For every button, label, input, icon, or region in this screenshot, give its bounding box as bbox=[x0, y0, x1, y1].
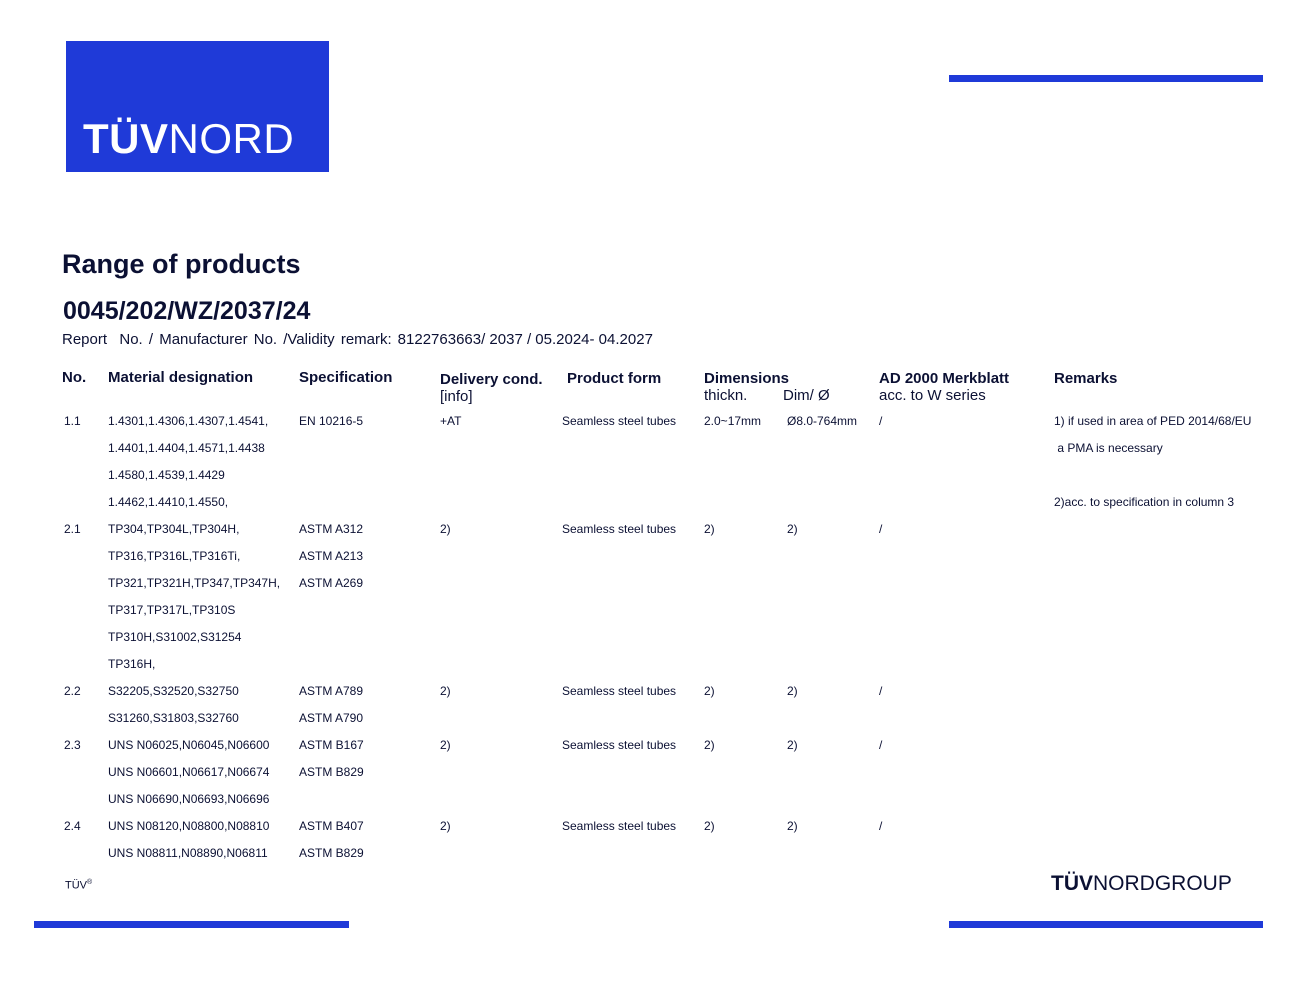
header-product-form: Product form bbox=[567, 370, 662, 387]
report-label: Report No. / Manufacturer No. /Validity remark: bbox=[62, 331, 392, 348]
product-form-cell: Seamless steel tubes bbox=[562, 738, 677, 752]
header-delivery-sub: [info] bbox=[440, 388, 473, 405]
delivery-cell: 2) bbox=[440, 738, 451, 752]
specification-cell: ASTM A789 bbox=[299, 684, 364, 698]
material-cell: 1.4301,1.4306,1.4307,1.4541, bbox=[108, 414, 269, 428]
diameter-cell: 2) bbox=[787, 522, 798, 536]
product-form-cell: Seamless steel tubes bbox=[562, 414, 677, 428]
ad2000-cell: / bbox=[879, 819, 883, 833]
diameter-cell: 2) bbox=[787, 738, 798, 752]
group-logo-light: NORDGROUP bbox=[1093, 872, 1232, 895]
row-number: 2.3 bbox=[64, 738, 81, 752]
material-cell: UNS N06025,N06045,N06600 bbox=[108, 738, 270, 752]
bottom-left-accent-bar bbox=[34, 921, 349, 928]
header-dimensions: Dimensions bbox=[704, 370, 790, 387]
diameter-cell: 2) bbox=[787, 684, 798, 698]
thickness-cell: 2) bbox=[704, 684, 715, 698]
material-cell: S32205,S32520,S32750 bbox=[108, 684, 239, 698]
diameter-cell: Ø8.0-764mm bbox=[787, 414, 858, 428]
header-ad2000: AD 2000 Merkblatt bbox=[879, 370, 1010, 387]
material-cell: S31260,S31803,S32760 bbox=[108, 711, 239, 725]
header-specification: Specification bbox=[299, 369, 393, 386]
page-title: Range of products bbox=[62, 249, 301, 279]
ad2000-cell: / bbox=[879, 522, 883, 536]
tuv-nord-group-logo bbox=[1051, 873, 1232, 894]
header-no: No. bbox=[62, 369, 87, 386]
material-cell: 1.4401,1.4404,1.4571,1.4438 bbox=[108, 441, 265, 455]
specification-cell: ASTM A790 bbox=[299, 711, 364, 725]
material-cell: TP316H, bbox=[108, 657, 156, 671]
tuv-small-text: TÜV bbox=[65, 879, 87, 892]
ad2000-cell: / bbox=[879, 414, 883, 428]
specification-cell: ASTM A312 bbox=[299, 522, 364, 536]
logo-bold-text: TÜV bbox=[83, 115, 169, 162]
header-delivery: Delivery cond. bbox=[440, 371, 543, 388]
header-material: Material designation bbox=[108, 369, 254, 386]
header-diameter: Dim/ Ø bbox=[783, 387, 830, 404]
logo-wordmark bbox=[83, 115, 295, 162]
remarks-cell: 2)acc. to specification in column 3 bbox=[1054, 495, 1235, 509]
product-form-cell: Seamless steel tubes bbox=[562, 819, 677, 833]
product-form-cell: Seamless steel tubes bbox=[562, 684, 677, 698]
logo-light-text: NORD bbox=[168, 115, 295, 162]
thickness-cell: 2) bbox=[704, 819, 715, 833]
material-cell: TP321,TP321H,TP347,TP347H, bbox=[108, 576, 281, 590]
material-cell: UNS N06601,N06617,N06674 bbox=[108, 765, 270, 779]
row-number: 2.1 bbox=[64, 522, 81, 536]
group-logo-bold: TÜV bbox=[1051, 872, 1093, 895]
delivery-cell: 2) bbox=[440, 522, 451, 536]
product-form-cell: Seamless steel tubes bbox=[562, 522, 677, 536]
ad2000-cell: / bbox=[879, 684, 883, 698]
material-cell: 1.4462,1.4410,1.4550, bbox=[108, 495, 229, 509]
specification-cell: ASTM A269 bbox=[299, 576, 364, 590]
row-number: 1.1 bbox=[64, 414, 81, 428]
ad2000-cell: / bbox=[879, 738, 883, 752]
thickness-cell: 2) bbox=[704, 738, 715, 752]
material-cell: TP317,TP317L,TP310S bbox=[108, 603, 236, 617]
material-cell: UNS N08120,N08800,N08810 bbox=[108, 819, 270, 833]
header-remarks: Remarks bbox=[1054, 370, 1118, 387]
remarks-cell: a PMA is necessary bbox=[1054, 441, 1163, 455]
bottom-right-accent-bar bbox=[949, 921, 1263, 928]
specification-cell: EN 10216-5 bbox=[299, 414, 364, 428]
material-cell: UNS N06690,N06693,N06696 bbox=[108, 792, 270, 806]
remarks-cell: 1) if used in area of PED 2014/68/EU bbox=[1054, 414, 1252, 428]
row-number: 2.4 bbox=[64, 819, 81, 833]
delivery-cell: +AT bbox=[440, 414, 462, 428]
tuv-small-mark bbox=[65, 879, 92, 892]
certificate-number: 0045/202/WZ/2037/24 bbox=[63, 297, 311, 325]
report-line bbox=[62, 331, 653, 348]
material-cell: TP316,TP316L,TP316Ti, bbox=[108, 549, 241, 563]
report-value: 8122763663/ 2037 / 05.2024- 04.2027 bbox=[397, 331, 653, 348]
registered-mark: ® bbox=[87, 879, 93, 886]
delivery-cell: 2) bbox=[440, 819, 451, 833]
row-number: 2.2 bbox=[64, 684, 81, 698]
specification-cell: ASTM B167 bbox=[299, 738, 364, 752]
top-right-accent-bar bbox=[949, 75, 1263, 82]
header-thickness: thickn. bbox=[704, 387, 748, 404]
delivery-cell: 2) bbox=[440, 684, 451, 698]
specification-cell: ASTM A213 bbox=[299, 549, 364, 563]
thickness-cell: 2.0~17mm bbox=[704, 414, 762, 428]
specification-cell: ASTM B829 bbox=[299, 765, 364, 779]
thickness-cell: 2) bbox=[704, 522, 715, 536]
material-cell: TP304,TP304L,TP304H, bbox=[108, 522, 240, 536]
specification-cell: ASTM B829 bbox=[299, 846, 364, 860]
material-cell: TP310H,S31002,S31254 bbox=[108, 630, 242, 644]
header-ad2000-sub: acc. to W series bbox=[879, 387, 986, 404]
diameter-cell: 2) bbox=[787, 819, 798, 833]
material-cell: UNS N08811,N08890,N06811 bbox=[108, 846, 268, 860]
specification-cell: ASTM B407 bbox=[299, 819, 364, 833]
material-cell: 1.4580,1.4539,1.4429 bbox=[108, 468, 225, 482]
